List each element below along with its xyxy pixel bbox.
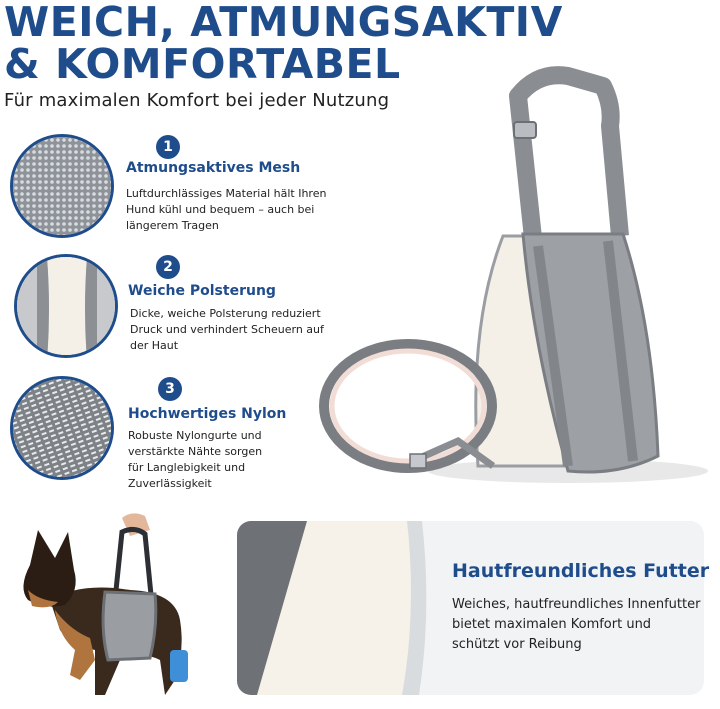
feature-2-number: 2 [156,255,180,279]
feature-3-title: Hochwertiges Nylon [128,406,287,422]
padding-swatch-image [14,254,118,358]
lining-card-description: Weiches, hautfreundliches Innenfutter bietet maximalen Komfort und schützt vor Reibung [452,597,701,652]
headline-line-2: & KOMFORTABEL [4,40,401,88]
feature-2-description: Dicke, weiche Polsterung reduziert Druck und verhindert Scheuern auf der Haut [130,307,324,352]
lining-card-title: Hautfreundliches Futter [452,560,710,582]
mesh-swatch-image [10,134,114,238]
feature-3-description: Robuste Nylongurte und verstärkte Nähte sorgen für Langlebigkeit und Zuverlässigkeit [128,429,263,490]
feature-1-number: 1 [156,135,180,159]
feature-2-title: Weiche Polsterung [128,283,276,299]
feature-1-title: Atmungsaktives Mesh [126,160,301,176]
feature-3-number: 3 [158,377,182,401]
dog-photo [10,510,220,705]
feature-1-description: Luftdurchlässiges Material hält Ihren Hund kühl und bequem – auch bei längerem Tragen [126,187,327,232]
headline-line-1: WEICH, ATMUNGSAKTIV [4,0,563,46]
nylon-swatch-image [10,376,114,480]
harness-product-image [318,66,720,496]
subtitle: Für maximalen Komfort bei jeder Nutzung [4,90,390,111]
